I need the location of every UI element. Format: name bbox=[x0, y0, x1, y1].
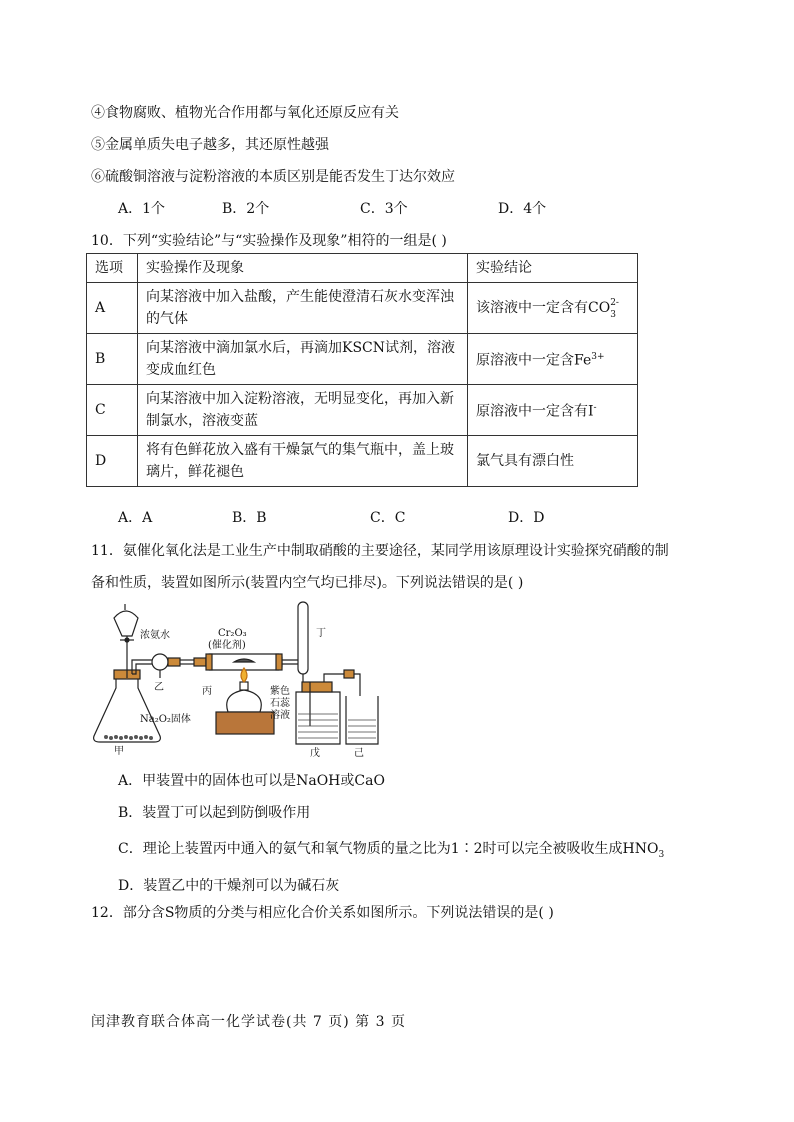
q10-option-b[interactable]: B．B bbox=[232, 510, 267, 526]
q12-stem: 12．部分含S物质的分类与相应化合价关系如图所示。下列说法错误的是( ) bbox=[91, 905, 554, 921]
q10-option-c[interactable]: C．C bbox=[370, 510, 406, 526]
q11-option-d[interactable]: D．装置乙中的干燥剂可以为碱石灰 bbox=[118, 878, 340, 894]
q11-option-c[interactable]: C．理论上装置丙中通入的氨气和氧气物质的量之比为1∶2时可以完全被吸收生成$HNO_3$ bbox=[118, 841, 665, 860]
wood-block bbox=[216, 712, 274, 734]
label-yi: 乙 bbox=[154, 682, 164, 693]
label-litmus-1: 紫色 bbox=[270, 686, 290, 697]
drying-tube-yi bbox=[152, 654, 168, 670]
row-conclusion: 原溶液中一定含有I- bbox=[468, 385, 638, 436]
row-operation: 向某溶液中加入淀粉溶液，无明显变化，再加入新 制氯水，溶液变蓝 bbox=[138, 385, 468, 436]
q10-table bbox=[86, 253, 638, 487]
statement-5: ⑤金属单质失电子越多，其还原性越强 bbox=[91, 137, 329, 153]
tube-ding bbox=[298, 602, 308, 674]
statement-6: ⑥硫酸铜溶液与淀粉溶液的本质区别是能否发生丁达尔效应 bbox=[91, 169, 455, 185]
row-conclusion: 氯气具有漂白性 bbox=[468, 436, 638, 487]
label-wu: 戊 bbox=[310, 748, 320, 758]
label-ji: 己 bbox=[354, 748, 364, 758]
table-row-c bbox=[87, 385, 638, 436]
q9-options bbox=[118, 198, 546, 218]
q9-option-b[interactable]: B．2个 bbox=[222, 201, 270, 217]
table-row-a bbox=[87, 283, 638, 334]
header-option: 选项 bbox=[87, 254, 138, 283]
q11-option-a[interactable]: A．甲装置中的固体也可以是NaOH或CaO bbox=[118, 773, 385, 789]
q9-option-d[interactable]: D．4个 bbox=[498, 201, 547, 217]
row-option: A bbox=[87, 283, 138, 334]
q9-option-c[interactable]: C．3个 bbox=[360, 201, 408, 217]
label-catalyst: (催化剂) bbox=[208, 640, 246, 651]
label-na2o2: Na₂O₂固体 bbox=[140, 714, 191, 725]
separatory-funnel bbox=[114, 611, 138, 636]
q11-stem-line1: 11．氨催化氧化法是工业生产中制取硝酸的主要途径，某同学用该原理设计实验探究硝酸的制 bbox=[91, 543, 669, 559]
label-bing: 丙 bbox=[202, 686, 212, 697]
row-operation: 将有色鲜花放入盛有干燥氯气的集气瓶中，盖上玻 璃片，鲜花褪色 bbox=[138, 436, 468, 487]
bottle-wu bbox=[296, 692, 340, 744]
table-row-d bbox=[87, 436, 638, 487]
table-row-b bbox=[87, 334, 638, 385]
flask-jia bbox=[94, 678, 161, 742]
page-footer: 闰津教育联合体高一化学试卷(共 7 页) 第 3 页 bbox=[91, 1014, 406, 1030]
row-option: B bbox=[87, 334, 138, 385]
header-operation: 实验操作及现象 bbox=[138, 254, 468, 283]
q11-option-b[interactable]: B．装置丁可以起到防倒吸作用 bbox=[118, 805, 311, 821]
header-conclusion: 实验结论 bbox=[468, 254, 638, 283]
q10-option-d[interactable]: D．D bbox=[508, 510, 545, 526]
label-ammonia: 浓氨水 bbox=[140, 630, 170, 641]
row-option: C bbox=[87, 385, 138, 436]
label-ding: 丁 bbox=[316, 628, 326, 639]
q10-option-a[interactable]: A．A bbox=[118, 510, 153, 526]
label-jia: 甲 bbox=[114, 746, 124, 757]
row-conclusion: 原溶液中一定含$Fe^{3+}$ bbox=[468, 334, 638, 385]
label-litmus-3: 溶液 bbox=[270, 710, 290, 721]
alcohol-lamp bbox=[227, 690, 262, 712]
row-conclusion: 该溶液中一定含有CO 2- 3 bbox=[468, 283, 638, 334]
q10-stem: 10．下列“实验结论”与“实验操作及现象”相符的一组是( ) bbox=[91, 233, 447, 249]
apparatus-figure bbox=[88, 596, 388, 758]
q9-option-a[interactable]: A．1个 bbox=[118, 201, 166, 217]
statement-4: ④食物腐败、植物光合作用都与氧化还原反应有关 bbox=[91, 105, 399, 121]
row-operation: 向某溶液中滴加氯水后，再滴加KSCN试剂，溶液 变成血红色 bbox=[138, 334, 468, 385]
label-cr2o3: Cr₂O₃ bbox=[218, 628, 247, 639]
table-header-row bbox=[87, 254, 638, 283]
row-option: D bbox=[87, 436, 138, 487]
label-litmus-2: 石蕊 bbox=[270, 698, 290, 709]
row-operation: 向某溶液中加入盐酸，产生能使澄清石灰水变浑浊 的气体 bbox=[138, 283, 468, 334]
q11-stem-line2: 备和性质，装置如图所示(装置内空气均已排尽)。下列说法错误的是( ) bbox=[91, 575, 524, 591]
q10-options bbox=[118, 507, 544, 527]
